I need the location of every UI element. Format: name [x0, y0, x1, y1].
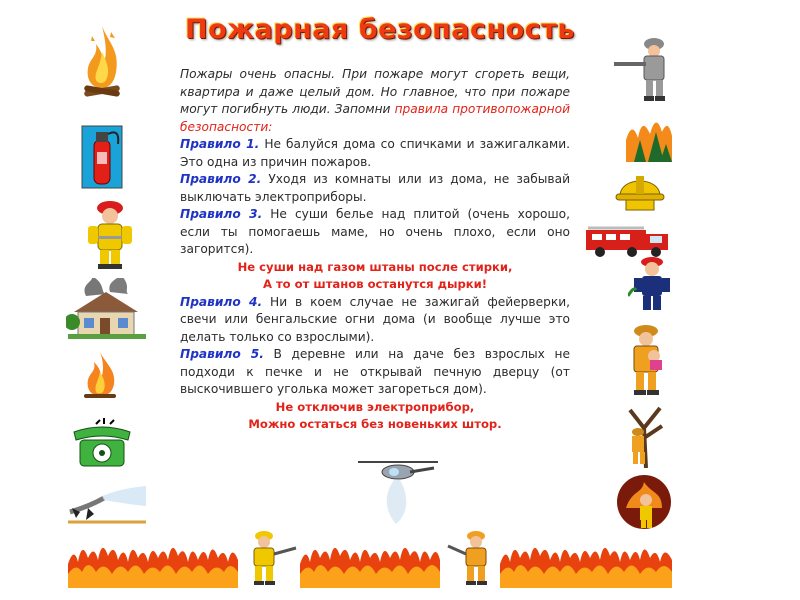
telephone-icon — [66, 418, 138, 470]
helicopter-icon — [354, 454, 442, 526]
rule-4-label: Правило 4. — [180, 294, 263, 309]
rule-1 — [180, 136, 570, 171]
intro-text: Пожары очень опасны. При пожаре могут сгореть вещи, квартира и даже целый дом. Но главное, что при пожаре могут погибнуть люди. Запомни — [180, 67, 570, 116]
hose-spray-icon — [66, 482, 148, 524]
fire-extinguisher-icon — [80, 120, 124, 190]
campfire-icon — [78, 22, 126, 104]
rule-3-label: Правило 3. — [180, 207, 263, 221]
rule-2-text: Уходя из комнаты или из дома, не забывай выключать электроприборы. — [180, 172, 570, 204]
rule-2 — [180, 171, 570, 206]
flames-border-center — [300, 538, 440, 588]
warning-1-line-1: Не суши над газом штаны после стирки, — [237, 259, 513, 274]
rule-4-text: Ни в коем случае не зажигай фейерверки, свечи или бенгальские огни дома (и вообще лучше это делать только со взрослыми). — [180, 294, 570, 344]
warning-2-line-2: Можно остаться без новеньких штор. — [248, 417, 502, 431]
rule-1-label: Правило 1. — [180, 137, 260, 151]
rule-1-text: Не балуйся дома со спичками и зажигалками. Это одна из причин пожаров. — [180, 137, 570, 169]
firefighter-with-hose-icon — [612, 36, 674, 102]
firefighter-icon — [80, 198, 140, 270]
fire-truck-icon — [584, 222, 672, 258]
bonfire-icon — [80, 350, 120, 400]
rule-2-label: Правило 2. — [180, 172, 262, 186]
fire-helmet-icon — [614, 166, 666, 212]
rule-5-label: Правило 5. — [180, 347, 264, 361]
rule-3 — [180, 206, 570, 259]
warning-2-line-1: Не отключив электроприбор, — [275, 399, 475, 414]
rules-text-block — [180, 66, 570, 434]
intro-highlight: правила противопожарной безопасности: — [180, 102, 570, 134]
flames-border-right — [500, 538, 672, 588]
rule-5 — [180, 346, 570, 399]
rule-3-text: Не суши белье над плитой (очень хорошо, если ты помогаешь маме, но очень плохо, если оно загорится). — [180, 207, 570, 256]
page-title: Пожарная безопасность — [185, 14, 575, 45]
flames-border-left — [68, 538, 238, 588]
burning-forest-icon — [626, 110, 672, 162]
firefighter-icon-4 — [446, 530, 498, 586]
firefighter-on-tree-icon — [616, 404, 668, 468]
warning-1-line-2: А то от штанов останутся дырки! — [262, 277, 488, 291]
rule-5-text: В деревне или на даче без взрослых не подходи к печке и не открывай печную дверцу (от выскочившего уголька может загореться дом). — [180, 347, 570, 396]
burning-house-icon — [66, 278, 148, 340]
firefighter-carrying-child-icon — [624, 324, 668, 396]
intro-paragraph — [180, 66, 570, 136]
firefighter-icon-3 — [246, 530, 298, 586]
fire-rescue-icon — [616, 474, 672, 530]
rule-4 — [180, 294, 570, 347]
firefighter-icon-2 — [628, 256, 676, 314]
